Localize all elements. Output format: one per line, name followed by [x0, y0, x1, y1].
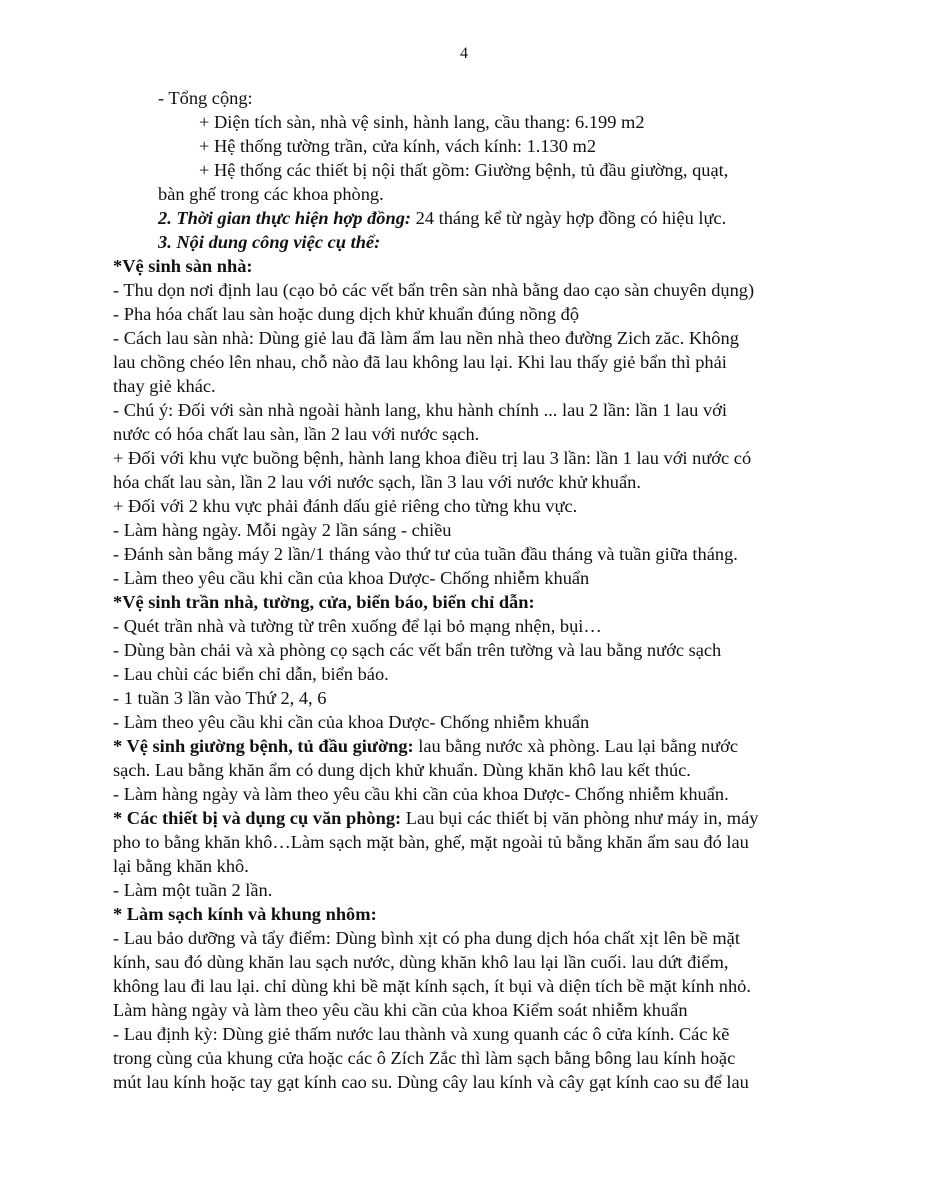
- text-line: Làm hàng ngày và làm theo yêu cầu khi cần của khoa Kiểm soát nhiễm khuẩn: [113, 1000, 688, 1020]
- text-line: - Dùng bàn chải và xà phòng cọ sạch các vết bẩn trên tường và lau bằng nước sạch: [113, 640, 722, 660]
- text-line: sạch. Lau bằng khăn ẩm có dung dịch khử khuẩn. Dùng khăn khô lau kết thúc.: [113, 760, 691, 780]
- subsection-heading: * Các thiết bị và dụng cụ văn phòng:: [113, 808, 402, 828]
- text-line: + Hệ thống các thiết bị nội thất gồm: Giường bệnh, tủ đầu giường, quạt,: [199, 160, 729, 180]
- text-line: [113, 206, 873, 230]
- text-line: [113, 902, 873, 926]
- text-line: - Đánh sàn bằng máy 2 lần/1 tháng vào thứ tư của tuần đầu tháng và tuần giữa tháng.: [113, 544, 738, 564]
- subsection-heading: *Vệ sinh sàn nhà:: [113, 256, 253, 276]
- section-heading: 3. Nội dung công việc cụ thể:: [158, 232, 381, 252]
- text-line: nước có hóa chất lau sàn, lần 2 lau với nước sạch.: [113, 424, 480, 444]
- text-line: - Làm hàng ngày và làm theo yêu cầu khi cần của khoa Dược- Chống nhiễm khuẩn.: [113, 784, 729, 804]
- text-line: - Chú ý: Đối với sàn nhà ngoài hành lang, khu hành chính ... lau 2 lần: lần 1 lau với: [113, 400, 727, 420]
- text-line: pho to bằng khăn khô…Làm sạch mặt bàn, ghế, mặt ngoài tủ bằng khăn ẩm sau đó lau: [113, 832, 749, 852]
- text-line: + Diện tích sàn, nhà vệ sinh, hành lang, cầu thang: 6.199 m2: [199, 112, 645, 132]
- text-line: bàn ghế trong các khoa phòng.: [158, 184, 384, 204]
- subsection-heading: * Làm sạch kính và khung nhôm:: [113, 904, 377, 924]
- text-line: - Lau bảo dưỡng và tẩy điểm: Dùng bình xịt có pha dung dịch hóa chất xịt lên bề mặt: [113, 928, 740, 948]
- text-line: - Lau định kỳ: Dùng giẻ thấm nước lau thành và xung quanh các ô cửa kính. Các kẽ: [113, 1024, 730, 1044]
- document-body: [113, 86, 873, 1094]
- section-heading: 2. Thời gian thực hiện hợp đồng:: [158, 208, 412, 228]
- heading-text: lau bằng nước xà phòng. Lau lại bằng nước: [413, 736, 739, 756]
- text-line: + Đối với khu vực buồng bệnh, hành lang khoa điều trị lau 3 lần: lần 1 lau với nước có: [113, 448, 752, 468]
- text-line: - Làm theo yêu cầu khi cần của khoa Dược- Chống nhiễm khuẩn: [113, 568, 590, 588]
- text-line: kính, sau đó dùng khăn lau sạch nước, dùng khăn khô lau lại lần cuối. lau dứt điểm,: [113, 952, 729, 972]
- text-line: thay giẻ khác.: [113, 376, 216, 396]
- text-line: - Pha hóa chất lau sàn hoặc dung dịch khử khuẩn đúng nồng độ: [113, 304, 580, 324]
- heading-text: 24 tháng kể từ ngày hợp đồng có hiệu lực.: [411, 208, 727, 228]
- text-line: mút lau kính hoặc tay gạt kính cao su. Dùng cây lau kính và cây gạt kính cao su để lau: [113, 1072, 749, 1092]
- text-line: - Làm một tuần 2 lần.: [113, 880, 273, 900]
- text-line: trong cùng của khung cửa hoặc các ô Zích Zắc thì làm sạch bằng bông lau kính hoặc: [113, 1048, 736, 1068]
- heading-text: Lau bụi các thiết bị văn phòng như máy in, máy: [401, 808, 759, 828]
- text-line: - Cách lau sàn nhà: Dùng giẻ lau đã làm ẩm lau nền nhà theo đường Zich zăc. Không: [113, 328, 739, 348]
- text-line: + Hệ thống tường trần, cửa kính, vách kính: 1.130 m2: [199, 136, 597, 156]
- text-line: [113, 230, 873, 254]
- text-line: [113, 254, 873, 278]
- text-line: không lau đi lau lại. chỉ dùng khi bề mặt kính sạch, ít bụi và diện tích bề mặt kính nhỏ.: [113, 976, 751, 996]
- text-line: - Làm hàng ngày. Mỗi ngày 2 lần sáng - chiều: [113, 520, 452, 540]
- text-line: [113, 734, 873, 758]
- text-line: + Đối với 2 khu vực phải đánh dấu giẻ riêng cho từng khu vực.: [113, 496, 578, 516]
- text-line: hóa chất lau sàn, lần 2 lau với nước sạch, lần 3 lau với nước khử khuẩn.: [113, 472, 641, 492]
- text-line: - 1 tuần 3 lần vào Thứ 2, 4, 6: [113, 688, 327, 708]
- text-line: - Thu dọn nơi định lau (cạo bỏ các vết bẩn trên sàn nhà bằng dao cạo sàn chuyên dụng): [113, 280, 755, 300]
- text-line: - Tổng cộng:: [158, 88, 253, 108]
- text-line: [113, 806, 873, 830]
- text-line: - Quét trần nhà và tường từ trên xuống để lại bỏ mạng nhện, bụi…: [113, 616, 602, 636]
- text-line: lại bằng khăn khô.: [113, 856, 249, 876]
- text-line: - Lau chùi các biển chỉ dẫn, biển báo.: [113, 664, 389, 684]
- text-line: [113, 590, 873, 614]
- subsection-heading: *Vệ sinh trần nhà, tường, cửa, biển báo, biển chỉ dẫn:: [113, 592, 535, 612]
- page-number: 4: [460, 45, 468, 62]
- text-line: lau chồng chéo lên nhau, chỗ nào đã lau không lau lại. Khi lau thấy giẻ bẩn thì phải: [113, 352, 727, 372]
- text-line: - Làm theo yêu cầu khi cần của khoa Dược- Chống nhiễm khuẩn: [113, 712, 590, 732]
- subsection-heading: * Vệ sinh giường bệnh, tủ đầu giường:: [113, 736, 414, 756]
